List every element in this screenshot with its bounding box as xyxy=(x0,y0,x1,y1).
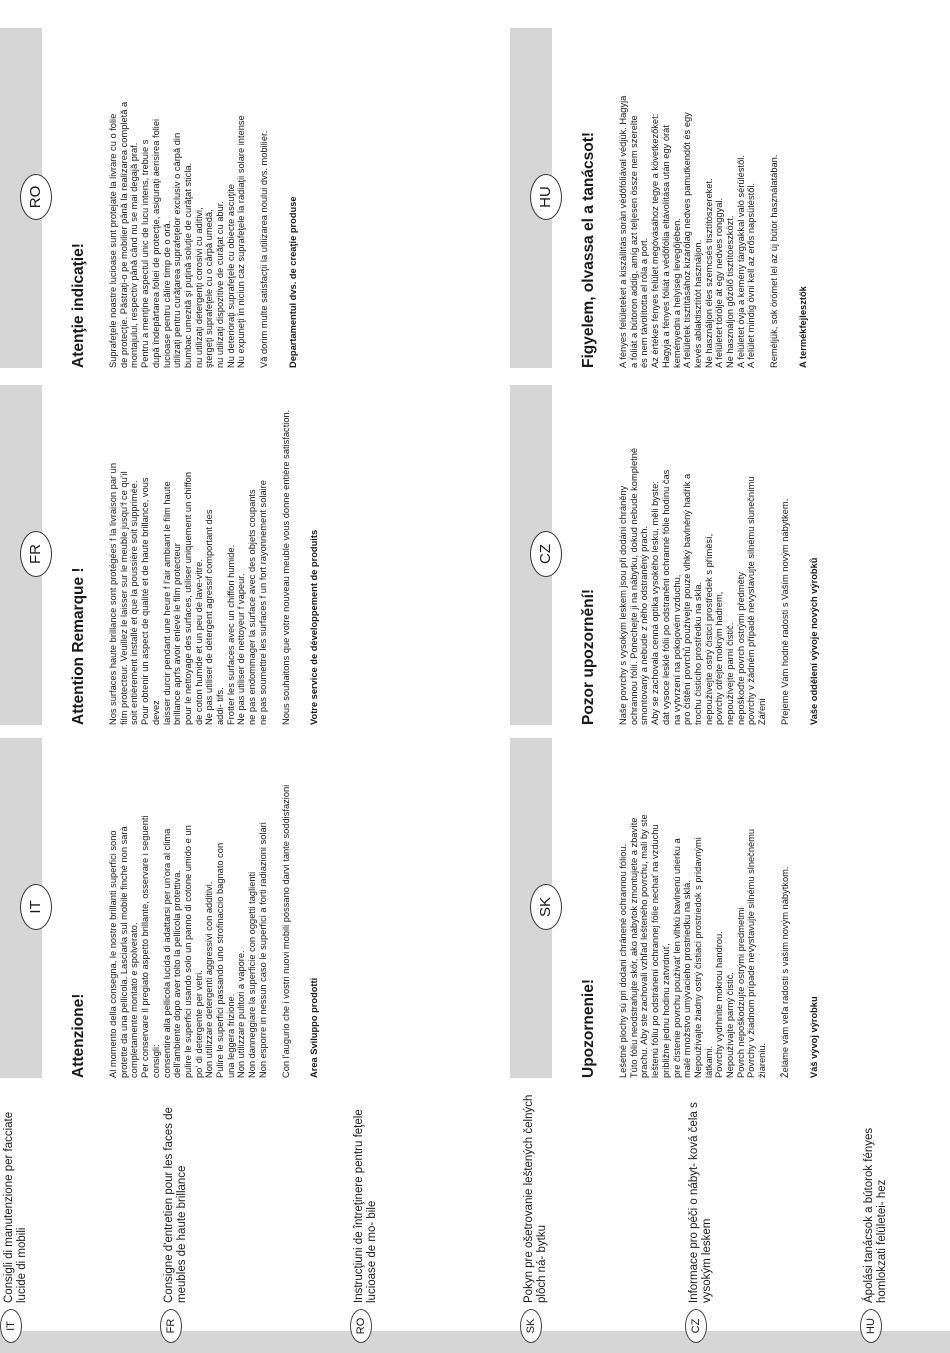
instruction-line: dell'ambiente dopo aver tolto la pellicola protettiva. xyxy=(172,870,183,1078)
index-bar xyxy=(685,1331,875,1353)
instruction-line: Túto fóliu neodstraňujte skôr, ako nábytok zmontujete a zbavíte xyxy=(628,817,639,1078)
instruction-line: Povrch nepoškodzujte ostrými predmetmi xyxy=(735,907,746,1078)
section-title: Atenţie indicaţie! xyxy=(70,243,87,368)
instruction-line: A felület mindig övni kell az erős napsütéstől. xyxy=(746,182,757,368)
instruction-line: nepoškoďte povrch ostrými předměty xyxy=(735,572,746,725)
instruction-line: povrchy otřejte mokrým hadrem, xyxy=(714,591,725,725)
instruction-line: Povrchy vydrhnite mokrou handrou. xyxy=(714,931,725,1078)
instruction-line: Ne pas utiliser de détergent agressif comportant des xyxy=(204,509,215,725)
instruction-line: Pulire le superfici passando uno strofinaccio bagnato con xyxy=(215,842,226,1078)
instruction-line: és nem távolította el róla a port. xyxy=(639,237,650,368)
signature: A termékfejlesztők xyxy=(797,286,808,368)
section-body xyxy=(618,746,819,1078)
instruction-line: Hagyja a fényes fóliát a védőfólia eltávolítása után egy órát xyxy=(660,125,671,368)
instruction-line: a fóliát a bútoron addig, amíg azt teljesen össze nem szerelte xyxy=(628,115,639,368)
instruction-line: Ne használjon gőzölő tisztítóeszközt. xyxy=(725,215,736,368)
section-title: Attenzione! xyxy=(70,993,87,1078)
language-badge-fr: FR xyxy=(160,1309,182,1343)
instruction-line: de coton humide et un peu de lave-vitre. xyxy=(193,559,204,725)
section-body xyxy=(618,36,809,368)
instruction-line: kevés ablaktisztítót használjon. xyxy=(692,239,703,368)
language-badge-ro: RO xyxy=(350,1309,372,1343)
instruction-line: trochu čisticího prostředku na skla. xyxy=(692,581,703,725)
instruction-line: Frotter les surfaces avec un chiffon humide. xyxy=(225,544,236,725)
index-item-ro xyxy=(350,1078,540,1353)
instruction-line: ne pas soumettre les surfaces f un fort rayonnement solaire xyxy=(257,480,268,725)
instruction-line: bumbac umezită şi puţină soluţie de curăţat sticla. xyxy=(182,162,193,368)
instruction-line: protette da una pellicola. Lasciarla sul mobile finché non sarà xyxy=(118,826,129,1078)
instruction-line: približne jednu hodinu zatvrdnúť, xyxy=(660,943,671,1078)
index-item-hu xyxy=(860,1078,950,1353)
instruction-line: po' di detergente per vetri. xyxy=(193,970,204,1078)
instruction-line: Suprafeţele noastre lucioase sunt protejate la livrare cu o folie xyxy=(108,113,118,368)
signature: Departamentul dvs. de creaţie produse xyxy=(287,196,298,368)
instruction-line: nepoužívejte ostrý čisticí prostředek s příměsí, xyxy=(703,533,714,725)
satisfaction-note: Con l'augurio che i vostri nuovi mobili possano darvi tante soddisfazioni xyxy=(280,784,291,1078)
language-badge-it: IT xyxy=(20,884,52,930)
language-badge-sk: SK xyxy=(520,1309,542,1343)
instruction-line: brillance aprfs avoir enlevé le film protecteur xyxy=(172,543,183,725)
instruction-line: prachu. Aby ste zachovali vzhľad lešteného povrchu, mali by ste xyxy=(639,814,650,1078)
instruction-line: de protecţie. Păstraţi-o pe mobilier până la realizarea completă a xyxy=(118,101,129,368)
instruction-line: consigli: xyxy=(150,1044,161,1078)
instruction-line: Non utilizzare detergenti aggressivi con additivi. xyxy=(204,881,215,1078)
section-body xyxy=(108,393,320,725)
index-heading-sk: Pokyn pre ošetrovanie leštených čelných plôch ná- bytku xyxy=(523,1094,548,1303)
language-badge-it: IT xyxy=(0,1309,22,1343)
instruction-line: Ne pas utiliser de nettoyeur f vapeur. xyxy=(236,573,247,725)
instruction-line: Pour obtenir un aspect de qualité et de haute brillance, vous xyxy=(140,477,151,725)
instruction-line: pre čistenie povrchu používať len vlhkú bavlnenú utierku a xyxy=(671,838,682,1078)
section-fr xyxy=(0,385,475,725)
section-it xyxy=(0,738,475,1078)
index-heading-it: Consigli di manutenzione per facciate lucide di mobili xyxy=(3,1111,28,1303)
instruction-line: ochrannou fólií. Ponechejte ji na nábytku, dokud nebude kompletně xyxy=(628,447,639,725)
instruction-line: A felületet óvja a kemény tárgyakkal való sérüléstől. xyxy=(735,155,746,368)
section-title: Attention Remarque ! xyxy=(70,567,87,725)
instruction-line: Nu deterioraţi suprafeţele cu obiecte ascuţite xyxy=(225,184,236,368)
instruction-line: nu utilizaţi detergenţi corosivi cu aditivi, xyxy=(193,207,204,368)
instruction-line: pulire le superfici usando solo un panno di cotone umido e un xyxy=(182,825,193,1078)
section-ro xyxy=(0,28,475,368)
index-heading-hu: Ápolási tanácsok a bútorok fényes homlokzati felületei- hez xyxy=(863,1127,888,1303)
instruction-line: látkami. xyxy=(703,1045,714,1078)
index-item-fr xyxy=(160,1078,350,1353)
instruction-line: devez xyxy=(150,700,161,725)
instruction-line: ne pas endommager la surface avec des objets coupants xyxy=(247,489,258,725)
language-badge-sk: SK xyxy=(530,884,562,930)
instruction-line: Az értékes fényes felület megóvásához tegye a következőket: xyxy=(650,113,661,368)
language-badge-cz: CZ xyxy=(685,1309,707,1343)
instruction-line: consentire alla pellicola lucida di adattarsi per un'ora al clima xyxy=(161,828,172,1078)
section-title: Upozornenie! xyxy=(580,978,597,1078)
section-sk xyxy=(510,738,950,1078)
instruction-line: Záření xyxy=(757,698,768,725)
instruction-line: Nepoužívajte žiadny ostrý čistiaci prostriedok s prídavnými xyxy=(692,837,703,1078)
instruction-line: laisser durcir pendant une heure f l'air ambiant le film haute xyxy=(161,481,172,725)
section-hu xyxy=(510,28,950,368)
signature: Váš vývoj výrobku xyxy=(808,996,819,1078)
instruction-line: Non danneggiare la superficie con oggetti taglienti xyxy=(247,871,258,1078)
instruction-line: Aby se zachovala cenná optika vysokého lesku, měli byste: xyxy=(650,481,661,725)
index-heading-ro: Instrucţiuni de întreţinere pentru feţele lucioase de mo- bile xyxy=(353,1109,378,1303)
section-body xyxy=(108,746,320,1078)
instruction-line: ştergeţi suprafeţele cu o cârpă umedă, xyxy=(204,209,215,368)
language-index-column xyxy=(0,1078,950,1353)
satisfaction-note: Nous souhaitons que votre nouveau meuble vous donne entière satisfaction. xyxy=(280,409,291,725)
instruction-line: keményedni a helyiség levegőjében. xyxy=(671,218,682,368)
instruction-line: A felületek tisztításához kizárólag nedves pamutkendőt és egy xyxy=(682,112,693,368)
instruction-line: Povrchy v žiadnom prípade nevystavujte silnému slnečnému xyxy=(746,828,757,1078)
instruction-line: nepoužívejte parní čistič. xyxy=(725,622,736,725)
index-bar xyxy=(160,1331,350,1353)
language-badge-cz: CZ xyxy=(530,531,562,577)
signature: Area Sviluppo prodotti xyxy=(309,977,320,1078)
instruction-line: după îndepărtarea foliei de protecţie, asiguraţi aerisirea foliei xyxy=(150,118,161,368)
satisfaction-note: Vă dorim multe satisfacţii la utilizarea noului dvs. mobilier. xyxy=(259,130,270,368)
satisfaction-note: Želáme vám veľa radosti s vašim novým nábytkom. xyxy=(779,866,790,1078)
section-title: Figyelem, olvassa el a tanácsot! xyxy=(580,131,597,368)
instruction-line: Ne használjon éles szemcsés tisztítószereket. xyxy=(703,178,714,368)
index-heading-cz: Informace pro péči o nábyt- ková čela s vysokým leskem xyxy=(688,1102,713,1303)
index-item-sk xyxy=(520,1078,710,1353)
section-title: Pozor upozornění! xyxy=(580,588,597,725)
instruction-line: Nos surfaces haute brillance sont protégées f la livraison par un xyxy=(108,462,118,725)
language-badge-fr: FR xyxy=(20,531,52,577)
instruction-line: film protecteur. Veuillez le laisser sur le meuble jusqu'f ce qu'il xyxy=(118,471,129,725)
index-bar xyxy=(350,1331,540,1353)
instruction-line: completamente montato e spolverato. xyxy=(129,922,140,1078)
instruction-line: Lešetné plochy sú pri dodaní chránené ochrannou fóliou. xyxy=(618,843,628,1078)
instruction-line: Nepoužívajte parný čistič. xyxy=(725,972,736,1078)
instruction-line: pour le nettoyage des surfaces, utiliser uniquement un chiffon xyxy=(182,471,193,725)
instruction-line: žiareniu. xyxy=(757,1042,768,1078)
section-body xyxy=(618,393,819,725)
instruction-line: addi- tifs. xyxy=(215,687,226,725)
instruction-line: nu utilizaţi dispozitive de curăţat cu abur. xyxy=(215,201,226,368)
instruction-line: Naše povrchy s vysokým leskem jsou při dodání chráněny xyxy=(618,485,628,725)
instruction-line: Al momento della consegna, le nostre brillanti superfici sono xyxy=(108,830,118,1078)
signature: Vaše oddělení vývoje nových výrobků xyxy=(808,557,819,725)
instruction-line: utilizaţi pentru curăţarea suprafeţelor exclusiv o cârpă din xyxy=(172,132,183,368)
instruction-line: Pentru a menţine aspectul unic de lucu intens, trebuie s xyxy=(140,139,151,368)
instruction-line: povrchy v žádném případě nevystavujte silnému slunečnímu xyxy=(746,476,757,725)
instruction-line: malé množstvo umývacieho prostriedku na sklá. xyxy=(682,880,693,1078)
instruction-line: na vytvrzení na pokojovém vzduchu, xyxy=(671,574,682,725)
language-badge-hu: HU xyxy=(860,1309,882,1343)
instruction-line: dát vysoce lesklé fólii po odstranění ochranné fólie hodinu čas xyxy=(660,469,671,725)
instruction-line: Non esporre in nessun caso le superfici a forti radiazioni solari xyxy=(257,822,268,1078)
instruction-line: lucioase pentru călire timp de o oră. xyxy=(161,220,172,368)
instruction-line: Non utilizzare pulitori a vapore. xyxy=(236,950,247,1078)
instruction-line: soit entièrement installé et que la poussière soit supprimée. xyxy=(129,480,140,725)
index-heading-fr: Consigne d'entretien pour les faces de meubles de haute brillance xyxy=(163,1107,188,1303)
instruction-line: A felületet törölje át egy nedves ronggyal. xyxy=(714,197,725,368)
satisfaction-note: Reméljük, sok örömet lel az új bútor használatában. xyxy=(769,154,780,368)
signature: Votre service de développement de produits xyxy=(309,529,320,725)
instruction-line: pro čištění povrchů používejte pouze vlhký bavlněný hadřík a xyxy=(682,473,693,725)
section-cz xyxy=(510,385,950,725)
index-item-cz xyxy=(685,1078,875,1353)
language-badge-hu: HU xyxy=(530,174,562,220)
satisfaction-note: Přejeme Vám hodně radosti s Vaším novým nábytkem. xyxy=(779,498,790,725)
instruction-line: una leggera frizione. xyxy=(225,993,236,1078)
instruction-line: smontovaný a nebude z něho odstraněný prach. xyxy=(639,526,650,725)
section-body xyxy=(108,36,299,368)
instruction-line: montajului, respectiv până când nu se mai degajă praf. xyxy=(129,142,140,368)
index-bar xyxy=(520,1331,710,1353)
instruction-line: leštenú fóliu po odstránení ochrannej fólie nechať na vzduchu xyxy=(650,824,661,1078)
instruction-line: Nu expuneţi în niciun caz suprafeţele la radiaţii solare intense xyxy=(236,115,247,368)
language-badge-ro: RO xyxy=(20,174,52,220)
instruction-line: A fényes felületeket a kiszállítás során védőfóliával védjük. Hagyja xyxy=(618,95,628,368)
instruction-line: Per conservare il pregiato aspetto brillante, osservare i seguenti xyxy=(140,815,151,1078)
